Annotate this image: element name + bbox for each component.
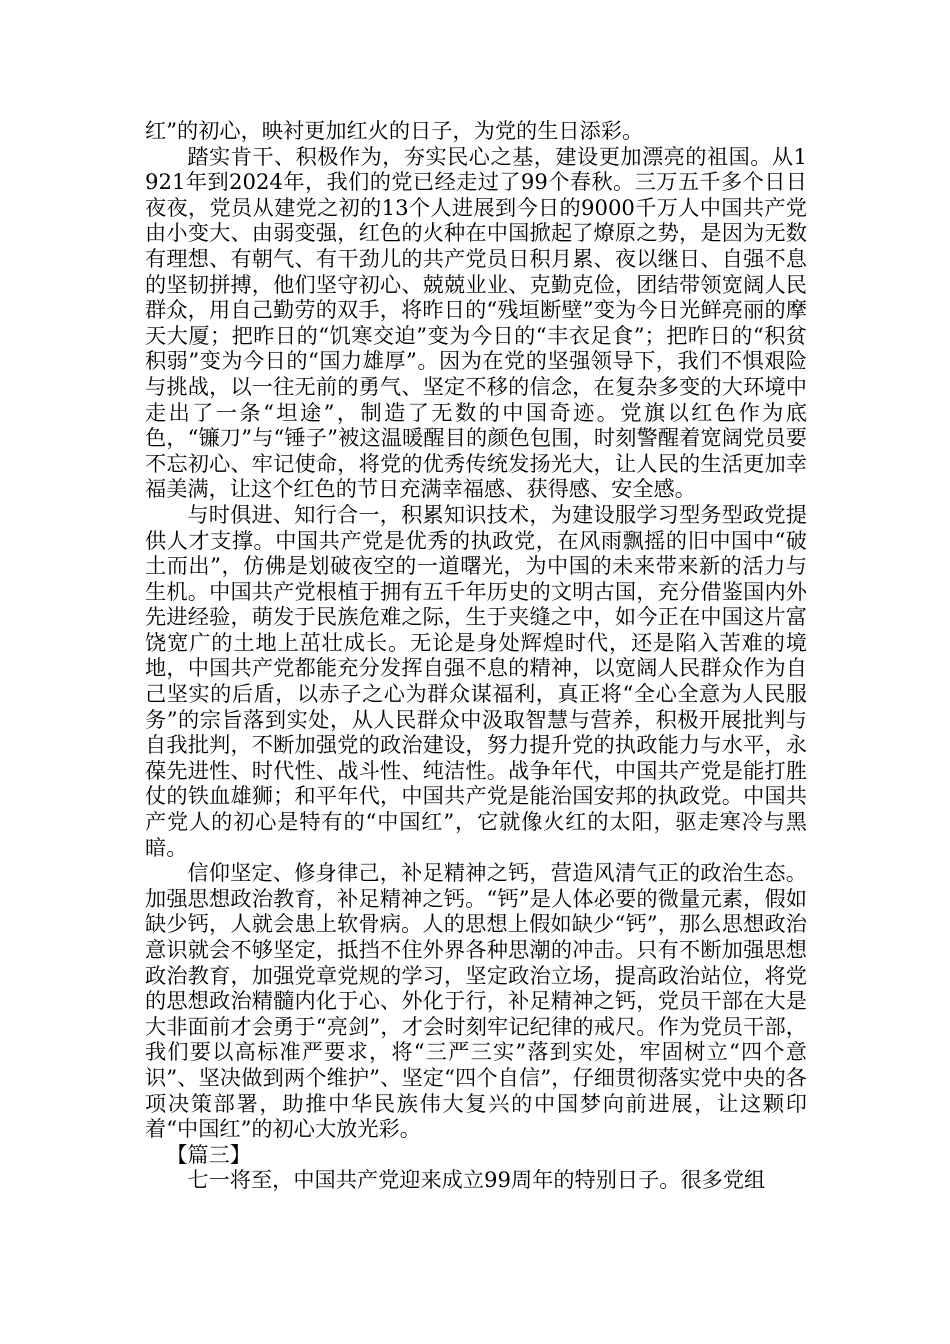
paragraph-continuation: 红”的初心，映衬更加红火的日子，为党的生日添彩。 xyxy=(145,118,644,143)
document-page xyxy=(145,118,807,1193)
section-heading: 【篇三】 xyxy=(166,1141,251,1167)
paragraph-learning-party: 与时俱进、知行合一，积累知识技术，为建设服学习型务型政党提供人才支撑。中国共产党是优秀的执政党，在风雨飘摇的旧中国中“破土而出”，仿佛是划破夜空的一道曙光，为中国的未来带来新的活力与生机。中国共产党根植于拥有五千年历史的文明古国，充分借鉴国内外先进经验，萌发于民族危难之际，生于夹缝之中，如今正在中国这片富饶宽广的土地上茁壮成长。无论是身处辉煌时代，还是陷入苦难的境地，中国共产党都能充分发挥自强不息的精神，以宽阔人民群众作为自己坚实的后盾，以赤子之心为群众谋福利，真正将“全心全意为人民服务”的宗旨落到实处，从人民群众中汲取智慧与营养，积极开展批判与自我批判，不断加强党的政治建设，努力提升党的执政能力与水平，永葆先进性、时代性、战斗性、纯洁性。战争年代，中国共产党是能打胜仗的铁血雄狮；和平年代，中国共产党是能治国安邦的执政党。中国共产党人的初心是特有的“中国红”，它就像火红的太阳，驱走寒冷与黑暗。 xyxy=(145,501,807,860)
paragraph-political-education: 信仰坚定、修身律己，补足精神之钙，营造风清气正的政治生态。加强思想政治教育，补足精神之钙。“钙”是人体必要的微量元素，假如缺少钙，人就会患上软骨病。人的思想上假如缺少“钙”，那么思想政治意识就会不够坚定，抵挡不住外界各种思潮的冲击。只有不断加强思想政治教育，加强党章党规的学习，坚定政治立场，提高政治站位，将党的思想政治精髓内化于心、外化于行，补足精神之钙，党员干部在大是大非面前才会勇于“亮剑”，才会时刻牢记纪律的戒尺。作为党员干部，我们要以高标准严要求，将“三严三实”落到实处，牢固树立“四个意识”、坚决做到两个维护”、坚定“四个自信”，仔细贯彻落实党中央的各项决策部署，助推中华民族伟大复兴的中国梦向前进展，让这颗印着“中国红”的初心大放光彩。 xyxy=(145,860,807,1142)
paragraph-section-three-opening: 七一将至，中国共产党迎来成立99周年的特别日子。很多党组 xyxy=(187,1167,766,1193)
paragraph-founding-history: 踏实肯干、积极作为，夯实民心之基，建设更加漂亮的祖国。从1921年到2024年，我们的党已经走过了99个春秋。三万五千多个日日夜夜，党员从建党之初的13个人进展到今日的9000千万人中国共产党由小变大、由弱变强，红色的火种在中国掀起了燎原之势，是因为无数有理想、有朝气、有干劲儿的共产党员日积月累、夜以继日、自强不息的坚韧拼搏，他们坚守初心、兢兢业业、克勤克俭，团结带领宽阔人民群众，用自己勤劳的双手，将昨日的“残垣断壁”变为今日光鲜亮丽的摩天大厦；把昨日的“饥寒交迫”变为今日的“丰衣足食”；把昨日的“积贫积弱”变为今日的“国力雄厚”。因为在党的坚强领导下，我们不惧艰险与挑战，以一往无前的勇气、坚定不移的信念，在复杂多变的大环境中走出了一条“坦途”，制造了无数的中国奇迹。党旗以红色作为底色，“镰刀”与“锤子”被这温暖醒目的颜色包围，时刻警醒着宽阔党员要不忘初心、牢记使命，将党的优秀传统发扬光大，让人民的生活更加幸福美满，让这个红色的节日充满幸福感、获得感、安全感。 xyxy=(145,143,807,502)
